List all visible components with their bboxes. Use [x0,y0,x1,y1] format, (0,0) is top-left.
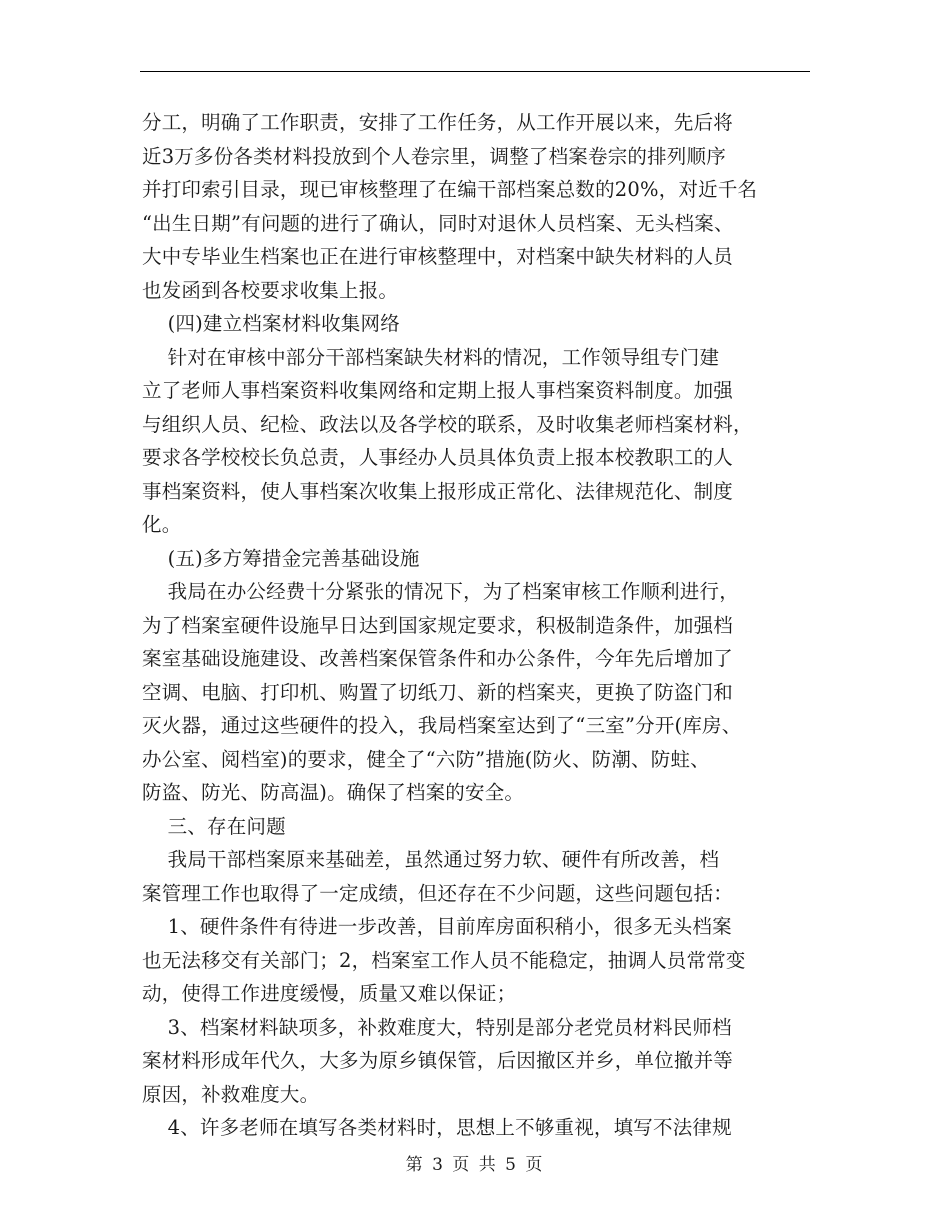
section-heading: 三、存在问题 [142,814,286,838]
text-line: 灭火器，通过这些硬件的投入，我局档案室达到了“三室”分开(库房、 [142,714,742,737]
text-line: 大中专毕业生档案也正在进行审核整理中，对档案中缺失材料的人员 [142,245,734,268]
text-line: 并打印索引目录，现已审核整理了在编干部档案总数的20%，对近千名 [142,178,758,201]
text-line: 我局在办公经费十分紧张的情况下，为了档案审核工作顺利进行， [142,580,739,603]
text-line: 化。 [142,513,182,536]
text-line: “出生日期”有问题的进行了确认，同时对退休人员档案、无头档案、 [142,211,734,235]
text-line: 我局干部档案原来基础差，虽然通过努力软、硬件有所改善，档 [142,848,720,871]
text-line: 要求各学校校长负总责，人事经办人员具体负责上报本校教职工的人 [142,446,734,469]
text-line: 立了老师人事档案资料收集网络和定期上报人事档案资料制度。加强 [142,379,734,402]
text-line: 也无法移交有关部门；2，档案室工作人员不能稳定，抽调人员常常变 [142,948,746,972]
text-line: 1、硬件条件有待进一步改善，目前库房面积稍小，很多无头档案 [142,915,732,938]
header-rule [140,71,810,72]
page-footer: 第 3 页 共 5 页 [405,1155,545,1175]
text-line: 与组织人员、纪检、政法以及各学校的联系，及时收集老师档案材料， [142,412,753,436]
text-line: 动，使得工作进度缓慢，质量又难以保证； [142,982,517,1005]
text-line: 办公室、阅档室)的要求，健全了“六防”措施(防火、防潮、防蛀、 [142,747,710,771]
text-line: 近3万多份各类材料投放到个人卷宗里，调整了档案卷宗的排列顺序 [142,144,726,168]
text-line: 3、档案材料缺项多，补救难度大，特别是部分老党员材料民师档 [142,1015,732,1039]
text-line: 分工，明确了工作职责，安排了工作任务，从工作开展以来，先后将 [142,111,734,134]
text-line: 案材料形成年代久，大多为原乡镇保管，后因撤区并乡，单位撤并等 [142,1049,734,1072]
text-line: 案管理工作也取得了一定成绩，但还存在不少问题，这些问题包括： [142,881,734,905]
text-line: 原因，补救难度大。 [142,1082,320,1106]
text-line: 也发函到各校要求收集上报。 [142,278,399,302]
text-line: 为了档案室硬件设施早日达到国家规定要求，积极制造条件，加强档 [142,613,734,637]
text-line: 防盗、防光、防高温)。确保了档案的安全。 [142,781,525,804]
text-line: 空调、电脑、打印机、购置了切纸刀、新的档案夹，更换了防盗门和 [142,680,734,704]
text-line: 针对在审核中部分干部档案缺失材料的情况，工作领导组专门建 [142,345,720,369]
text-line: 4、许多老师在填写各类材料时，思想上不够重视，填写不法律规 [142,1116,732,1139]
text-line: 案室基础设施建设、改善档案保管条件和办公条件，今年先后增加了 [142,647,734,670]
document-body [142,106,818,1145]
section-heading: (五)多方筹措金完善基础设施 [142,546,420,570]
section-heading: (四)建立档案材料收集网络 [142,312,400,335]
text-line: 事档案资料，使人事档案次收集上报形成正常化、法律规范化、制度 [142,479,734,503]
